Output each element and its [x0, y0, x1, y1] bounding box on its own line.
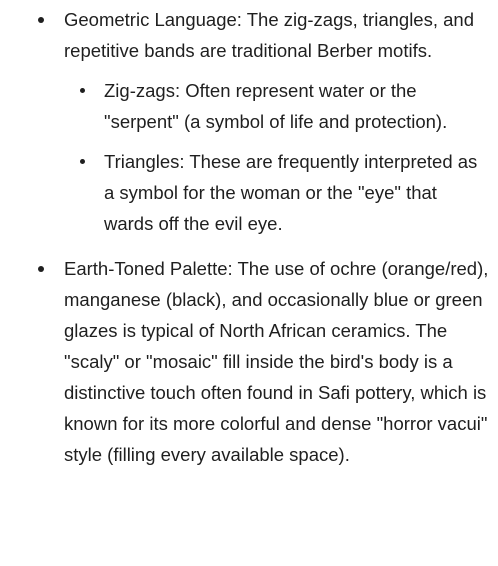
list-item-body: : The use of ochre (orange/red), manganese (black), and occasionally blue or green glazes is typical of North African ceramics. The "scaly" or "mosaic" fill inside the bird's body is a distinctive touch often found in Safi pottery, which is known for its more colorful and dense "horror vacui" style (filling every available space).	[64, 258, 489, 465]
list-item-text	[64, 4, 490, 66]
list-item-label: Geometric Language	[64, 9, 237, 30]
list-item-text	[64, 253, 490, 470]
sub-list-item-triangles	[64, 146, 490, 239]
sub-list-item-label: Triangles	[104, 151, 180, 172]
sub-list-item-text	[104, 146, 490, 239]
sub-list-item-body: : These are frequently interpreted as a symbol for the woman or the "eye" that wards off the evil eye.	[104, 151, 478, 234]
sub-list-item-zig-zags	[64, 75, 490, 137]
list-item-geometric-language	[0, 4, 498, 239]
sub-list-item-label: Zig-zags	[104, 80, 175, 101]
bullet-dot-icon	[38, 17, 44, 23]
list-item-label: Earth-Toned Palette	[64, 258, 228, 279]
sub-list-item-body: : Often represent water or the "serpent" (a symbol of life and protection).	[104, 80, 448, 132]
bullet-list	[0, 4, 498, 470]
bullet-dot-icon	[80, 88, 85, 93]
bullet-dot-icon	[38, 266, 44, 272]
sub-list-item-text	[104, 75, 490, 137]
list-item-body: : The zig-zags, triangles, and repetitive bands are traditional Berber motifs.	[64, 9, 474, 61]
sub-bullet-list	[64, 75, 490, 239]
bullet-dot-icon	[80, 159, 85, 164]
list-item-earth-toned-palette	[0, 253, 498, 470]
